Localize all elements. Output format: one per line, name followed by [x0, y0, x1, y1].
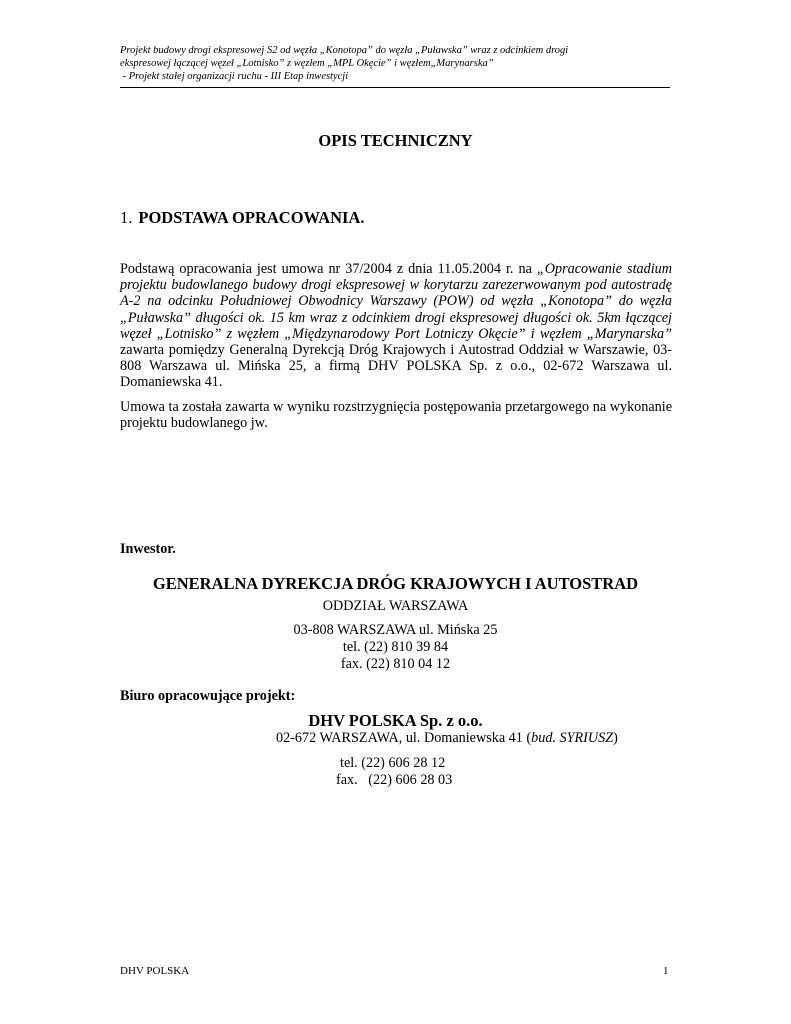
para1-tail: zawarta pomiędzy Generalną Dyrekcją Dróg Krajowych i Autostrad Oddział w Warszawie, 03-808 Warszawa ul. Mińska 25, a firmą DHV POLSKA Sp. z o.o., 02-672 Warszawa ul. Domaniewska 41.	[120, 342, 672, 391]
designer-address	[276, 730, 618, 747]
investor-address: 03-808 WARSZAWA ul. Mińska 25	[293, 622, 498, 638]
para1-italic: „Opracowanie stadium projektu budowlanego budowy drogi ekspresowej w korytarzu zarezerwowanym pod autostradę A-2 na odcinku Południowej Obwodnicy Warszawy (POW) od węzła „Konotopa” do węzła „Puławska” długości ok. 15 km wraz z odcinkiem drogi ekspresowej długości ok. 5km łączącej węzeł „Lotnisko” z węzłem „Międzynarodowy Port Lotniczy Okęcie” i węzłem „Marynarska”	[120, 261, 672, 342]
section-number: 1.	[120, 208, 133, 227]
paragraph-basis	[120, 261, 672, 391]
designer-name: DHV POLSKA Sp. z o.o.	[308, 711, 483, 730]
investor-name: GENERALNA DYREKCJA DRÓG KRAJOWYCH I AUTOSTRAD	[152, 574, 639, 593]
paragraph-contract: Umowa ta została zawarta w wyniku rozstrzygnięcia postępowania przetargowego na wykonanie projektu budowlanego jw.	[120, 399, 672, 432]
designer-label: Biuro opracowujące projekt:	[120, 688, 296, 704]
designer-fax: fax. (22) 606 28 03	[336, 772, 453, 788]
designer-tel: tel. (22) 606 28 12	[340, 755, 446, 771]
investor-fax: fax. (22) 810 04 12	[340, 656, 451, 672]
header-line-3: - Projekt stałej organizacji ruchu - III Etap inwestycji	[120, 71, 349, 82]
investor-tel: tel. (22) 810 39 84	[342, 639, 449, 655]
document-title: OPIS TECHNICZNY	[318, 131, 473, 150]
section-heading	[120, 208, 365, 228]
section-title: PODSTAWA OPRACOWANIA.	[138, 208, 365, 227]
page-header	[120, 44, 670, 83]
designer-building: bud. SYRIUSZ	[531, 730, 614, 746]
header-line-2: ekspresowej łączącej węzeł „Lotnisko” z węzłem „MPL Okęcie” i węzłem„Marynarska”	[120, 58, 494, 69]
designer-address-post: )	[613, 730, 618, 746]
header-rule	[120, 87, 670, 88]
header-line-1: Projekt budowy drogi ekspresowej S2 od węzła „Konotopa” do węzła „Puławska” wraz z odcinkiem drogi	[120, 45, 569, 56]
page-number: 1	[663, 965, 669, 977]
designer-address-pre: 02-672 WARSZAWA, ul. Domaniewska 41 (	[276, 730, 532, 746]
para1-lead: Podstawą opracowania jest umowa nr 37/2004 z dnia 11.05.2004 r. na	[120, 261, 537, 277]
footer-company: DHV POLSKA	[120, 965, 190, 977]
investor-branch: ODDZIAŁ WARSZAWA	[322, 598, 469, 614]
investor-label: Inwestor.	[120, 541, 176, 557]
